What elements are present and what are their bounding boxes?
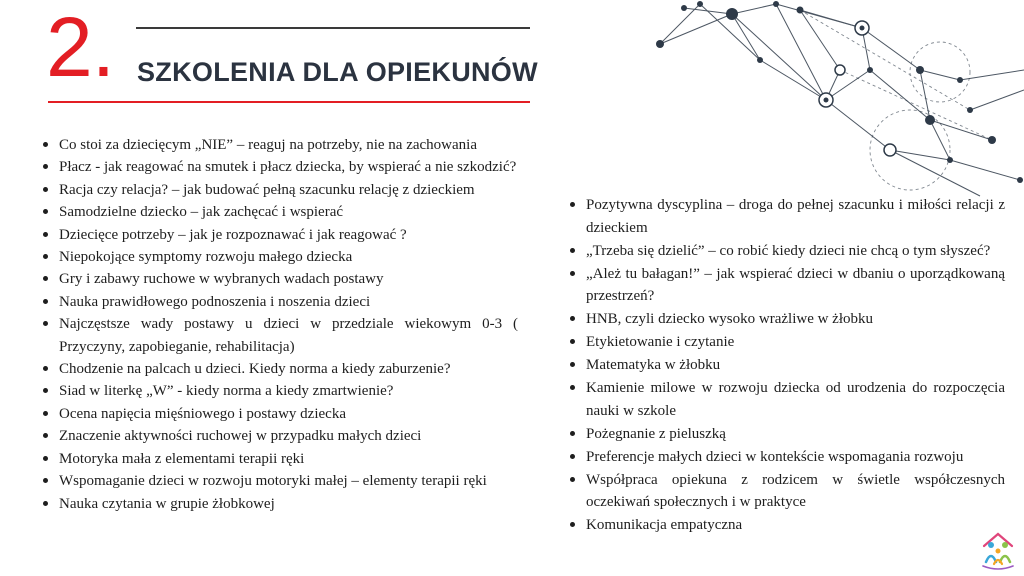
- right-topic-list: [567, 194, 1005, 537]
- list-item: Motoryka mała z elementami terapii ręki: [40, 448, 518, 470]
- list-item: Dziecięce potrzeby – jak je rozpoznawać i jak reagować ?: [40, 224, 518, 246]
- list-item: Gry i zabawy ruchowe w wybranych wadach postawy: [40, 268, 518, 290]
- section-number: 2.: [46, 0, 115, 94]
- page-header: [0, 0, 560, 110]
- list-item: „Ależ tu bałagan!” – jak wspierać dzieci w dbaniu o uporządkowaną przestrzeń?: [567, 263, 1005, 308]
- network-graph-icon: [640, 0, 1024, 200]
- list-item: Chodzenie na palcach u dzieci. Kiedy norma a kiedy zaburzenie?: [40, 358, 518, 380]
- header-bottom-divider: [48, 101, 530, 103]
- list-item: Pozytywna dyscyplina – droga do pełnej szacunku i miłości relacji z dzieckiem: [567, 194, 1005, 239]
- list-item: Preferencje małych dzieci w kontekście wspomagania rozwoju: [567, 446, 1005, 469]
- list-item: Niepokojące symptomy rozwoju małego dziecka: [40, 246, 518, 268]
- family-logo-icon: [978, 528, 1018, 570]
- list-item: Najczęstsze wady postawy u dzieci w przedziale wiekowym 0-3 ( Przyczyny, zapobieganie, rehabilitacja): [40, 313, 518, 358]
- list-item: Samodzielne dziecko – jak zachęcać i wspierać: [40, 201, 518, 223]
- list-item: Wspomaganie dzieci w rozwoju motoryki małej – elementy terapii ręki: [40, 470, 518, 492]
- list-item: „Trzeba się dzielić” – co robić kiedy dzieci nie chcą o tym słyszeć?: [567, 240, 1005, 263]
- list-item: Nauka czytania w grupie żłobkowej: [40, 493, 518, 515]
- list-item: Etykietowanie i czytanie: [567, 331, 1005, 354]
- list-item: Ocena napięcia mięśniowego i postawy dziecka: [40, 403, 518, 425]
- list-item: Znaczenie aktywności ruchowej w przypadku małych dzieci: [40, 425, 518, 447]
- list-item: Racja czy relacja? – jak budować pełną szacunku relację z dzieckiem: [40, 179, 518, 201]
- list-item: Siad w literkę „W” - kiedy norma a kiedy zmartwienie?: [40, 380, 518, 402]
- list-item: Komunikacja empatyczna: [567, 514, 1005, 537]
- list-item: HNB, czyli dziecko wysoko wrażliwe w żłobku: [567, 308, 1005, 331]
- list-item: Kamienie milowe w rozwoju dziecka od urodzenia do rozpoczęcia nauki w szkole: [567, 377, 1005, 422]
- list-item: Płacz - jak reagować na smutek i płacz dziecka, by wspierać a nie szkodzić?: [40, 156, 518, 178]
- list-item: Nauka prawidłowego podnoszenia i noszenia dzieci: [40, 291, 518, 313]
- list-item: Współpraca opiekuna z rodzicem w świetle współczesnych oczekiwań społecznych i w praktyce: [567, 469, 1005, 514]
- list-item: Matematyka w żłobku: [567, 354, 1005, 377]
- list-item: Co stoi za dziecięcym „NIE” – reaguj na potrzeby, nie na zachowania: [40, 134, 518, 156]
- page-title: SZKOLENIA DLA OPIEKUNÓW: [137, 57, 538, 87]
- left-topic-list: [40, 134, 518, 515]
- header-top-divider: [136, 27, 530, 29]
- list-item: Pożegnanie z pieluszką: [567, 423, 1005, 446]
